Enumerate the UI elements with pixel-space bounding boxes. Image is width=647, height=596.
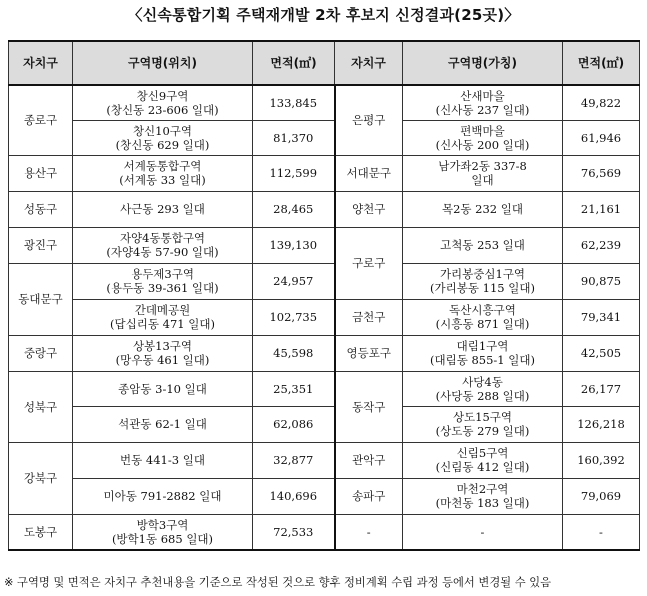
table-row — [9, 155, 640, 191]
area-name-cell: 남가좌2동 337-8 일대 — [403, 155, 563, 191]
area-size-cell: 28,465 — [253, 191, 335, 227]
area-size-cell: 76,569 — [563, 155, 640, 191]
area-size-cell: 45,598 — [253, 335, 335, 371]
area-name-cell: 사당4동 (사당동 288 일대) — [403, 371, 563, 406]
table-row — [9, 85, 640, 120]
district-cell: 성북구 — [9, 371, 73, 442]
table-row — [9, 478, 640, 514]
area-name-cell: 방학3구역 (방학1동 685 일대) — [73, 514, 253, 550]
district-cell: 금천구 — [335, 299, 403, 335]
area-size-cell: 24,957 — [253, 263, 335, 299]
area-size-cell: 25,351 — [253, 371, 335, 406]
district-cell: 영등포구 — [335, 335, 403, 371]
area-size-cell: 79,341 — [563, 299, 640, 335]
table-row — [9, 263, 640, 299]
area-name-cell: 대림1구역 (대림동 855-1 일대) — [403, 335, 563, 371]
area-size-cell: 61,946 — [563, 120, 640, 155]
area-name-cell: 간데메공원 (답십리동 471 일대) — [73, 299, 253, 335]
area-name-cell: 산새마을 (신사동 237 일대) — [403, 85, 563, 120]
area-size-cell: 79,069 — [563, 478, 640, 514]
header-district: 자치구 — [9, 41, 73, 85]
area-name-cell: 가리봉중심1구역 (가리봉동 115 일대) — [403, 263, 563, 299]
district-cell: 강북구 — [9, 442, 73, 514]
area-size-cell: 81,370 — [253, 120, 335, 155]
area-name-cell: 독산시흥구역 (시흥동 871 일대) — [403, 299, 563, 335]
district-cell: 송파구 — [335, 478, 403, 514]
district-cell: 종로구 — [9, 85, 73, 155]
area-name-cell: 상봉13구역 (망우동 461 일대) — [73, 335, 253, 371]
area-name-cell: 번동 441-3 일대 — [73, 442, 253, 478]
area-size-cell: 133,845 — [253, 85, 335, 120]
area-name-cell: - — [403, 514, 563, 550]
district-cell: 양천구 — [335, 191, 403, 227]
candidate-sites-table — [8, 40, 640, 551]
area-size-cell: 112,599 — [253, 155, 335, 191]
area-size-cell: 21,161 — [563, 191, 640, 227]
area-size-cell: 72,533 — [253, 514, 335, 550]
area-size-cell: 26,177 — [563, 371, 640, 406]
district-cell: 서대문구 — [335, 155, 403, 191]
header-area-size: 면적(㎡) — [253, 41, 335, 85]
table-row — [9, 227, 640, 263]
area-size-cell: 139,130 — [253, 227, 335, 263]
table-row — [9, 442, 640, 478]
area-size-cell: 62,239 — [563, 227, 640, 263]
area-name-cell: 마천2구역 (마천동 183 일대) — [403, 478, 563, 514]
area-name-cell: 편백마을 (신사동 200 일대) — [403, 120, 563, 155]
area-size-cell: 160,392 — [563, 442, 640, 478]
area-name-cell: 사근동 293 일대 — [73, 191, 253, 227]
table-row — [9, 371, 640, 406]
area-size-cell: - — [563, 514, 640, 550]
area-name-cell: 용두제3구역 (용두동 39-361 일대) — [73, 263, 253, 299]
district-cell: 광진구 — [9, 227, 73, 263]
district-cell: 은평구 — [335, 85, 403, 155]
district-cell: 성동구 — [9, 191, 73, 227]
area-name-cell: 상도15구역 (상도동 279 일대) — [403, 406, 563, 442]
table-row — [9, 120, 640, 155]
area-name-cell: 석관동 62-1 일대 — [73, 406, 253, 442]
district-cell: - — [335, 514, 403, 550]
table-header-row — [9, 41, 640, 85]
area-name-cell: 신림5구역 (신림동 412 일대) — [403, 442, 563, 478]
footnote: ※ 구역명 및 면적은 자치구 추천내용을 기준으로 작성된 것으로 향후 정비계획 수립 과정 등에서 변경될 수 있음 — [4, 576, 552, 589]
area-size-cell: 140,696 — [253, 478, 335, 514]
page-title: 〈신속통합기획 주택재개발 2차 후보지 신정결과(25곳)〉 — [127, 6, 520, 24]
area-size-cell: 49,822 — [563, 85, 640, 120]
table-row — [9, 299, 640, 335]
table-row — [9, 514, 640, 550]
district-cell: 동대문구 — [9, 263, 73, 335]
area-size-cell: 126,218 — [563, 406, 640, 442]
area-name-cell: 고척동 253 일대 — [403, 227, 563, 263]
district-cell: 동작구 — [335, 371, 403, 442]
table-row — [9, 406, 640, 442]
area-size-cell: 90,875 — [563, 263, 640, 299]
area-name-cell: 미아동 791-2882 일대 — [73, 478, 253, 514]
area-size-cell: 42,505 — [563, 335, 640, 371]
header-area-size-right: 면적(㎡) — [563, 41, 640, 85]
district-cell: 중랑구 — [9, 335, 73, 371]
area-name-cell: 목2동 232 일대 — [403, 191, 563, 227]
district-cell: 관악구 — [335, 442, 403, 478]
header-district-right: 자치구 — [335, 41, 403, 85]
table-row — [9, 335, 640, 371]
area-size-cell: 32,877 — [253, 442, 335, 478]
area-name-cell: 자양4동통합구역 (자양4동 57-90 일대) — [73, 227, 253, 263]
area-name-cell: 서계동통합구역 (서계동 33 일대) — [73, 155, 253, 191]
header-area-name-tentative: 구역명(가칭) — [403, 41, 563, 85]
district-cell: 용산구 — [9, 155, 73, 191]
area-size-cell: 62,086 — [253, 406, 335, 442]
district-cell: 구로구 — [335, 227, 403, 299]
table-row — [9, 191, 640, 227]
area-name-cell: 창신10구역 (창신동 629 일대) — [73, 120, 253, 155]
area-size-cell: 102,735 — [253, 299, 335, 335]
area-name-cell: 창신9구역 (창신동 23-606 일대) — [73, 85, 253, 120]
area-name-cell: 종암동 3-10 일대 — [73, 371, 253, 406]
district-cell: 도봉구 — [9, 514, 73, 550]
header-area-name-location: 구역명(위치) — [73, 41, 253, 85]
